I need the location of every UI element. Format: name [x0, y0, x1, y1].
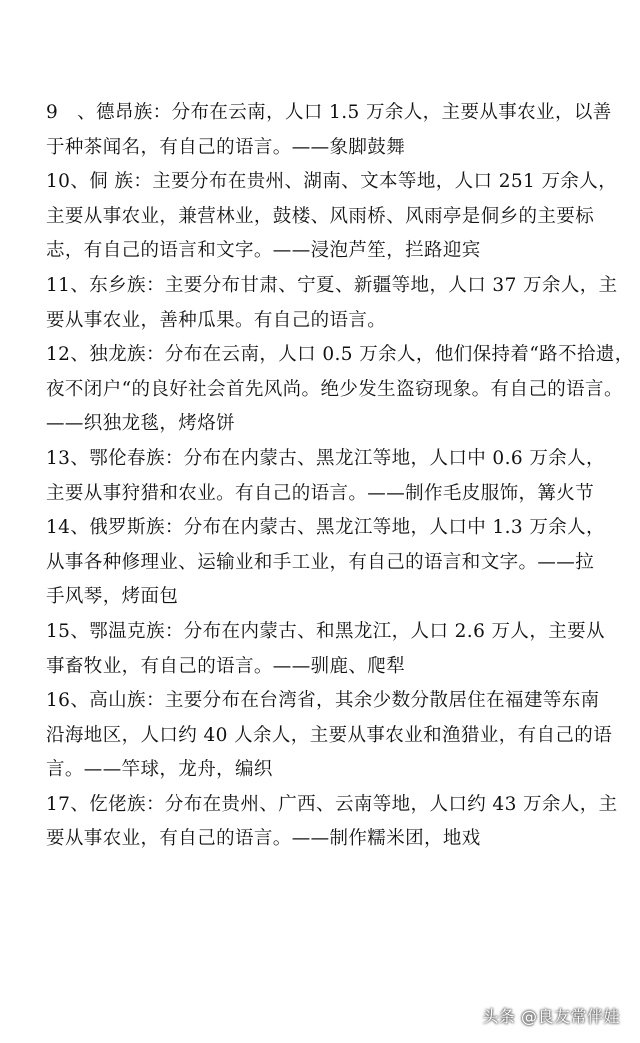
- text-line: 要从事农业，有自己的语言。——制作糯米团，地戏: [46, 828, 481, 850]
- text-line: 17、仡佬族：分布在贵州、广西、云南等地，人口约 43 万余人，主: [46, 793, 618, 815]
- text-line: 手风琴，烤面包: [46, 586, 179, 608]
- text-line: ——织独龙毯，烤烙饼: [46, 413, 236, 435]
- text-line: 志，有自己的语言和文字。——浸泡芦笙，拦路迎宾: [46, 240, 481, 262]
- text-line: 11、东乡族：主要分布甘肃、宁夏、新疆等地，人口 37 万余人，主: [46, 274, 618, 296]
- watermark: 头条 @良友常伴娃: [482, 1007, 620, 1026]
- text-line: 从事各种修理业、运输业和手工业，有自己的语言和文字。——拉: [46, 551, 595, 573]
- text-line: 主要从事农业，兼营林业，鼓楼、风雨桥、风雨亭是侗乡的主要标: [46, 205, 595, 227]
- text-line: 事畜牧业，有自己的语言。——驯鹿、爬犁: [46, 655, 406, 677]
- text-line: 9 、德昂族：分布在云南，人口 1.5 万余人，主要从事农业，以善: [46, 102, 612, 123]
- document-body: [46, 96, 634, 857]
- text-line: 10、侗 族：主要分布在贵州、湖南、文本等地，人口 251 万余人，: [46, 171, 618, 193]
- text-line: 13、鄂伦春族：分布在内蒙古、黑龙江等地，人口中 0.6 万余人，: [46, 447, 605, 469]
- text-line: 于种茶闻名，有自己的语言。——象脚鼓舞: [46, 136, 406, 158]
- text-line: 要从事农业，善种瓜果。有自己的语言。: [46, 309, 387, 331]
- text-line: 主要从事狩猎和农业。有自己的语言。——制作毛皮服饰，篝火节: [46, 482, 595, 504]
- text-line: 言。——竿球，龙舟，编织: [46, 759, 273, 781]
- text-line: 16、高山族：主要分布在台湾省，其余少数分散居住在福建等东南: [46, 690, 600, 712]
- text-line: 14、俄罗斯族：分布在内蒙古、黑龙江等地，人口中 1.3 万余人，: [46, 517, 605, 539]
- text-line: 沿海地区，人口约 40 人余人，主要从事农业和渔猎业，有自己的语: [46, 724, 613, 746]
- text-line: 夜不闭户“的良好社会首先风尚。绝少发生盗窃现象。有自己的语言。: [46, 378, 623, 400]
- text-line: 15、鄂温克族：分布在内蒙古、和黑龙江，人口 2.6 万人，主要从: [46, 620, 605, 642]
- text-line: 12、独龙族：分布在云南，人口 0.5 万余人，他们保持着“路不拾遗，: [46, 344, 634, 366]
